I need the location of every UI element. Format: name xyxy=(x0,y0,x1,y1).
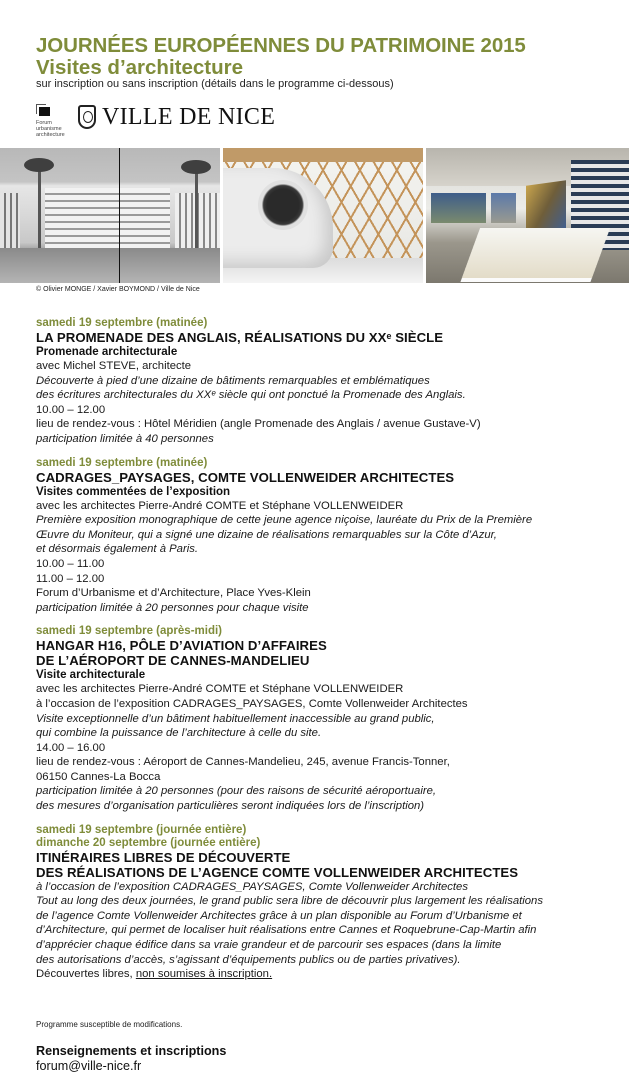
event-date: samedi 19 septembre (matinée) xyxy=(36,317,208,329)
hangar-h16-photo xyxy=(223,148,423,283)
event-date: samedi 19 septembre (matinée) xyxy=(36,456,208,469)
event-description: des écritures architecturales du XXᵉ siècle qui ont ponctué la Promenade des Anglais. xyxy=(36,389,466,402)
ville-de-nice-logo: VILLE DE NICE xyxy=(102,104,276,130)
event-description: Œuvre du Moniteur, qui a signé une dizaine de réalisations remarquables sur la Côte d’Azur, xyxy=(36,528,497,541)
event-title: DE L’AÉROPORT DE CANNES-MANDELIEU xyxy=(36,653,310,669)
page-subtitle: Visites d’architecture xyxy=(36,56,243,79)
event-type: Visite architecturale xyxy=(36,669,146,682)
event-description: de l’agence Comte Vollenweider Architectes grâce à un plan disponible au Forum d’Urbanisme et xyxy=(36,909,522,922)
forum-logo-block-icon xyxy=(39,107,50,116)
event-guide: avec les architectes Pierre-André COMTE et Stéphane VOLLENWEIDER xyxy=(36,683,404,696)
contact-label: Renseignements et inscriptions xyxy=(36,1044,227,1058)
nice-crest-icon xyxy=(78,105,96,129)
event-free-note xyxy=(36,967,616,982)
event-time: 10.00 – 11.00 xyxy=(36,557,105,570)
event-type: Promenade architecturale xyxy=(36,346,178,358)
event-occasion: à l’occasion de l’exposition CADRAGES_PAYSAGES, Comte Vollenweider Architectes xyxy=(36,880,468,893)
forum-logo-text: Forum urbanisme architecture xyxy=(36,120,65,138)
logos xyxy=(36,104,275,140)
event-guide: avec les architectes Pierre-André COMTE et Stéphane VOLLENWEIDER xyxy=(36,499,404,512)
event-description: d’Architecture, qui permet de localiser huit réalisations entre Cannes et Roquebrune-Cap-Martin afin xyxy=(36,924,537,937)
event-date: samedi 19 septembre (après-midi) xyxy=(36,625,222,638)
event-location: 06150 Cannes-La Bocca xyxy=(36,770,161,783)
building-shape xyxy=(0,193,20,248)
event-title: DES RÉALISATIONS DE L’AGENCE COMTE VOLLENWEIDER ARCHITECTES xyxy=(36,864,519,880)
event-title: ITINÉRAIRES LIBRES DE DÉCOUVERTE xyxy=(36,849,291,865)
event-description: Découverte à pied d’une dizaine de bâtiments remarquables et emblématiques xyxy=(36,374,430,387)
forum-logo xyxy=(36,104,65,140)
tagline: sur inscription ou sans inscription (détails dans le programme ci-dessous) xyxy=(36,78,394,90)
event-promenade-des-anglais xyxy=(36,317,616,447)
event-description: et désormais également à Paris. xyxy=(36,543,199,556)
event-description: Tout au long des deux journées, le grand public sera libre de découvrir plus largement les réalisations xyxy=(36,895,543,908)
event-location: lieu de rendez-vous : Hôtel Méridien (angle Promenade des Anglais / avenue Gustave-V) xyxy=(36,418,481,431)
event-description: qui combine la puissance de l’architecture à celle du site. xyxy=(36,727,322,740)
palm-tree-icon xyxy=(195,168,198,248)
event-time: 14.00 – 16.00 xyxy=(36,741,106,754)
event-hangar-h16 xyxy=(36,625,616,813)
event-date: samedi 19 septembre (journée entière) xyxy=(36,823,247,836)
pole-shape xyxy=(119,148,120,283)
event-participation: participation limitée à 20 personnes pour chaque visite xyxy=(36,601,309,614)
exhibition-photo xyxy=(426,148,629,283)
event-participation: participation limitée à 40 personnes xyxy=(36,432,214,445)
event-itineraires-libres xyxy=(36,824,616,982)
event-description: Visite exceptionnelle d’un bâtiment habituellement inaccessible au grand public, xyxy=(36,712,435,725)
event-title: HANGAR H16, PÔLE D’AVIATION D’AFFAIRES xyxy=(36,638,327,654)
event-location: lieu de rendez-vous : Aéroport de Cannes-Mandelieu, 245, avenue Francis-Tonner, xyxy=(36,756,450,769)
free-note-underlined: non soumises à inscription. xyxy=(135,968,273,981)
palm-tree-icon xyxy=(38,166,41,248)
event-participation: des mesures d’organisation particulières seront indiquées lors de l’inscription) xyxy=(36,800,425,813)
jet-engine-icon xyxy=(258,180,308,230)
program xyxy=(36,317,616,992)
event-cadrages-paysages xyxy=(36,457,616,616)
model-table xyxy=(462,228,610,278)
header xyxy=(36,34,526,91)
event-description: d’apprécier chaque édifice dans sa vraie grandeur et de parcourir ses espaces (dans la limite xyxy=(36,939,502,952)
photo-strip xyxy=(0,148,629,283)
building-shape xyxy=(45,188,170,248)
photo-panel xyxy=(431,193,486,223)
event-time: 10.00 – 12.00 xyxy=(36,403,106,416)
event-title: CADRAGES_PAYSAGES, COMTE VOLLENWEIDER ARCHITECTES xyxy=(36,469,455,485)
roof-shape xyxy=(223,148,423,162)
event-date: dimanche 20 septembre (journée entière) xyxy=(36,836,261,849)
event-title: LA PROMENADE DES ANGLAIS, RÉALISATIONS DU XXᵉ SIÈCLE xyxy=(36,330,444,345)
event-type: Visites commentées de l’exposition xyxy=(36,485,231,498)
event-occasion: à l’occasion de l’exposition CADRAGES_PAYSAGES, Comte Vollenweider Architectes xyxy=(36,697,468,710)
photo-credit: © Olivier MONGE / Xavier BOYMOND / Ville de Nice xyxy=(36,286,200,293)
event-participation: participation limitée à 20 personnes (pour des raisons de sécurité aéroportuaire, xyxy=(36,785,437,798)
event-guide: avec Michel STEVE, architecte xyxy=(36,360,192,372)
program-note: Programme susceptible de modifications. xyxy=(36,1020,183,1029)
event-location: Forum d’Urbanisme et d’Architecture, Place Yves-Klein xyxy=(36,587,311,600)
contact-email-link[interactable]: forum@ville-nice.fr xyxy=(36,1059,142,1073)
event-description: des autorisations d’accès, s’agissant d’équipements publics ou de parties privatives). xyxy=(36,953,461,966)
event-time: 11.00 – 12.00 xyxy=(36,572,105,585)
page-title: JOURNÉES EUROPÉENNES DU PATRIMOINE 2015 xyxy=(36,34,526,57)
promenade-des-anglais-photo xyxy=(0,148,220,283)
event-description: Première exposition monographique de cette jeune agence niçoise, lauréate du Prix de la Première xyxy=(36,514,533,527)
airplane-shape xyxy=(223,168,333,268)
free-note-prefix: Découvertes libres, xyxy=(36,968,136,981)
photo-panel xyxy=(491,193,516,223)
road-shape xyxy=(0,248,220,283)
